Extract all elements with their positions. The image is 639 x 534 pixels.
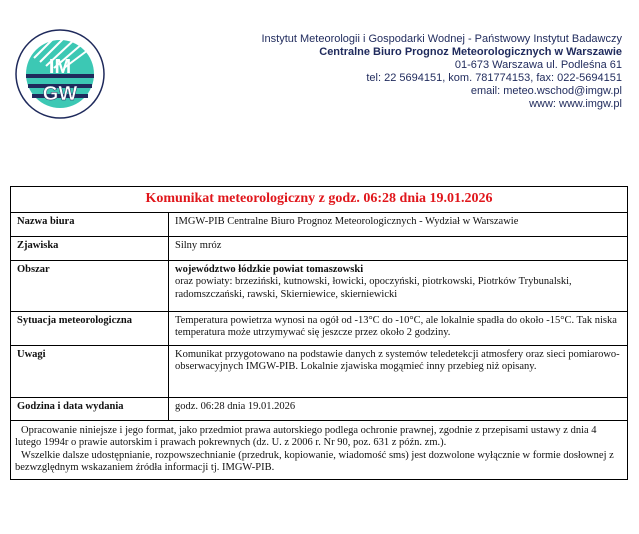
area-districts: oraz powiaty: brzeziński, kutnowski, łowicki, opoczyński, piotrkowski, Piotrków Trybunalski, radomszczański, rawski, Skierniewice, skierniewicki: [175, 276, 572, 300]
table-row: [11, 345, 628, 397]
svg-text:GW: GW: [42, 83, 78, 105]
copyright-paragraph: Opracowanie niniejsze i jego format, jako przedmiot prawa autorskiego podlega ochronie prawnej, zgodnie z przepisami ustawy z dnia 4 lutego 1994r o prawie autorskim i prawach pokrewnych (dz. U. z 2006 r. Nr 90, poz. 631 z późn. zm.).: [15, 424, 597, 448]
table-row: [11, 236, 628, 260]
institute-name: Instytut Meteorologii i Gospodarki Wodnej - Państwowy Instytut Badawczy: [261, 33, 622, 45]
office-name: Centralne Biuro Prognoz Meteorologicznych w Warszawie: [319, 46, 622, 58]
table-row: [11, 212, 628, 236]
row-value: IMGW-PIB Centralne Biuro Prognoz Meteorologicznych - Wydział w Warszawie: [169, 212, 628, 236]
row-value: Silny mróz: [169, 236, 628, 260]
row-value: godz. 06:28 dnia 19.01.2026: [169, 397, 628, 420]
svg-text:IM: IM: [48, 56, 72, 78]
institution-header: [261, 33, 622, 111]
bulletin-title: Komunikat meteorologiczny z godz. 06:28 dnia 19.01.2026: [11, 187, 628, 213]
phone: tel: 22 5694151, kom. 781774153, fax: 022-5694151: [366, 72, 622, 84]
row-value: Komunikat przygotowano na podstawie danych z systemów teledetekcji atmosfery oraz sieci pomiarowo-obserwacyjnych IMGW-PIB. Lokalnie zjawiska mogąmieć inny przebieg niż opisany.: [169, 345, 628, 397]
imgw-logo: [14, 28, 106, 120]
website[interactable]: www: www.imgw.pl: [529, 98, 622, 110]
bulletin-table: [10, 186, 628, 480]
area-main: województwo łódzkie powiat tomaszowski: [175, 263, 364, 275]
row-value: Temperatura powietrza wynosi na ogół od -13°C do -10°C, ale lokalnie spadła do około -15°C. Tak niska temperatura może utrzymywać się jeszcze przez około 2 godziny.: [169, 311, 628, 345]
address: 01-673 Warszawa ul. Podleśna 61: [454, 59, 622, 71]
row-label: Godzina i data wydania: [11, 397, 169, 420]
row-label: Nazwa biura: [11, 212, 169, 236]
row-label: Sytuacja meteorologiczna: [11, 311, 169, 345]
row-value: [169, 260, 628, 311]
row-label: Obszar: [11, 260, 169, 311]
distribution-paragraph: Wszelkie dalsze udostępnianie, rozpowszechnianie (przedruk, kopiowanie, wiadomość sms) jest dozwolone wyłącznie w formie dosłownej z bezwzględnym wskazaniem źródła informacji tj. IMGW-PIB.: [15, 449, 614, 473]
table-row: [11, 260, 628, 311]
row-label: Uwagi: [11, 345, 169, 397]
copyright-notice: [11, 420, 628, 479]
table-row: [11, 397, 628, 420]
row-label: Zjawiska: [11, 236, 169, 260]
table-row: [11, 311, 628, 345]
email[interactable]: email: meteo.wschod@imgw.pl: [470, 85, 622, 97]
